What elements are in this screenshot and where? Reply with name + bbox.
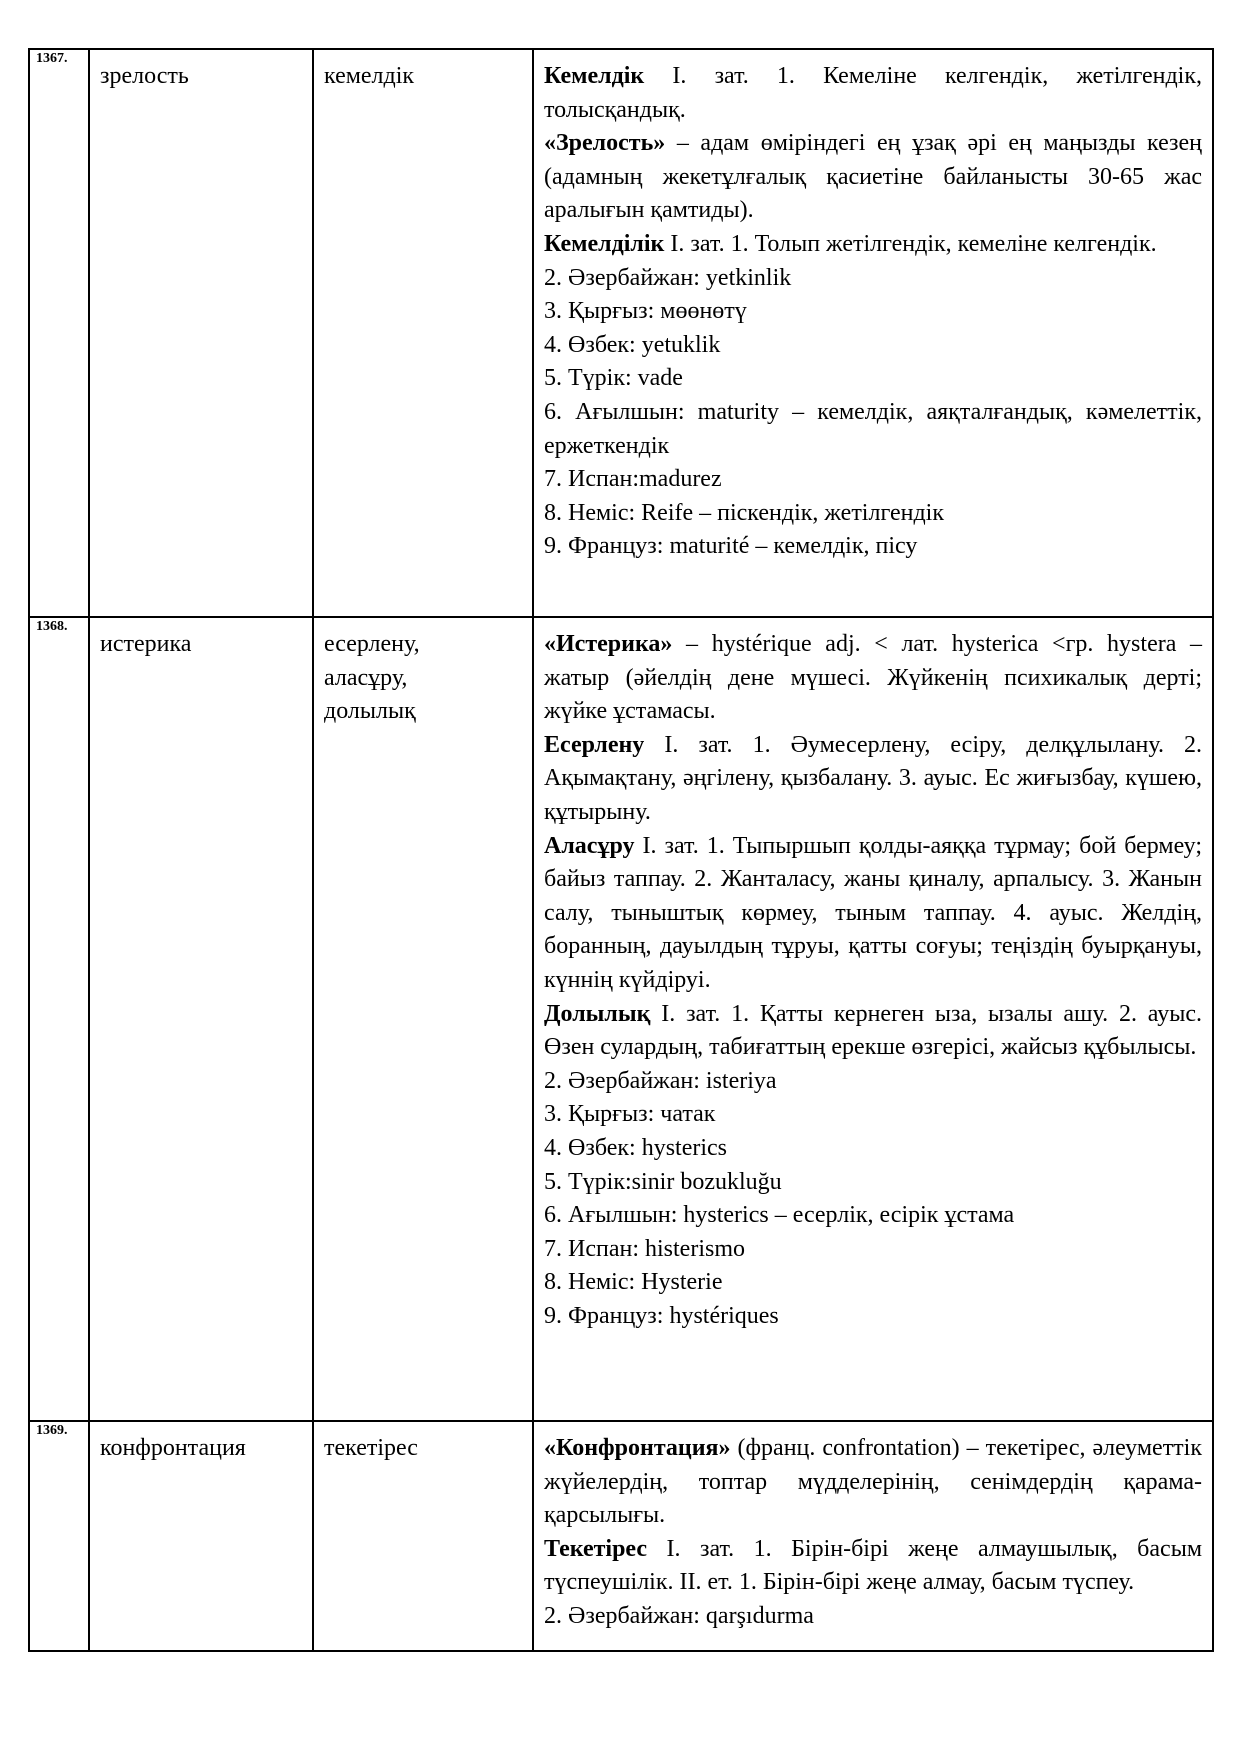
- definition-text: I. зат. 1. Қатты кернеген ыза, ызалы ашу. 2. ауыс. Өзен сулардың, табиғаттың ерекше өзгерісі, жайсыз құбылысы.: [544, 1000, 1202, 1061]
- russian-term-cell: [89, 49, 313, 617]
- definition-text: 7. Испан: histerismo: [544, 1235, 745, 1262]
- definition-text: 5. Түрік:sinir bozukluğu: [544, 1168, 782, 1195]
- definition-text: (франц. confrontation) – текетірес, әлеуметтік жүйелердің, топтар мүдделерінің, сенімдердің қарама-қарсылығы.: [544, 1435, 1202, 1529]
- description-paragraph: [544, 729, 1202, 830]
- headword: Аласұру: [544, 832, 635, 859]
- definition-text: 3. Қырғыз: чатак: [544, 1101, 716, 1128]
- description-paragraph: [544, 127, 1202, 228]
- description-paragraph: [544, 1533, 1202, 1600]
- kazakh-translation-cell: [313, 1421, 533, 1651]
- description-paragraph: [544, 628, 1202, 729]
- glossary-table: [28, 48, 1214, 1652]
- russian-term-cell: [89, 617, 313, 1421]
- headword: Кемелділік: [544, 230, 665, 257]
- entry-number-cell: [29, 617, 89, 1421]
- description-paragraph: [544, 1266, 1202, 1300]
- entry-number: 1368.: [36, 619, 68, 634]
- translation-line: текетірес: [324, 1435, 418, 1461]
- description-cell: [533, 617, 1213, 1421]
- definition-text: 8. Неміс: Hysterie: [544, 1269, 723, 1296]
- description-paragraph: [544, 295, 1202, 329]
- translation-line: кемелдік: [324, 63, 415, 89]
- document-page: [28, 48, 1212, 1652]
- headword: «Истерика»: [544, 631, 673, 657]
- description-paragraph: [544, 463, 1202, 497]
- headword: Кемелдік: [544, 63, 645, 89]
- description-paragraph: [544, 396, 1202, 463]
- definition-text: 9. Француз: maturité – кемелдік, пісу: [544, 533, 918, 560]
- translation-line: есерлену,: [324, 631, 420, 657]
- definition-text: I. зат. 1. Әумесерлену, есіру, делқұлылану. 2. Ақымақтану, әңгілену, қызбалану. 3. ауыс. Ес жиғызбау, күшею, құтырыну.: [544, 731, 1202, 825]
- description-paragraph: [544, 998, 1202, 1065]
- definition-text: 4. Өзбек: hysterics: [544, 1134, 727, 1161]
- definition-text: 9. Француз: hystériques: [544, 1302, 779, 1329]
- entry-number: 1369.: [36, 1423, 68, 1438]
- kazakh-translation-cell: [313, 617, 533, 1421]
- entry-number: 1367.: [36, 51, 68, 66]
- definition-text: I. зат. 1. Кемеліне келгендік, жетілгендік, толысқандық.: [544, 63, 1202, 123]
- description-paragraph: [544, 1432, 1202, 1533]
- definition-text: 2. Әзербайжан: isteriya: [544, 1067, 777, 1094]
- description-cell: [533, 49, 1213, 617]
- description-paragraph: [544, 1600, 1202, 1634]
- definition-text: I. зат. 1. Тыпыршып қолды-аяққа тұрмау; бой бермеу; байыз таппау. 2. Жанталасу, жаны қиналу, арпалысу. 3. Жанын салу, тыныштық көрмеу, тыным таппау. 4. ауыс. Желдің, боранның, дауылдың тұруы, қатты соғуы; теңіздің буырқануы, күннің күйдіруі.: [544, 832, 1202, 993]
- description: [534, 618, 1212, 1333]
- russian-term: конфронтация: [100, 1435, 246, 1461]
- kazakh-translation: [314, 50, 532, 94]
- description-paragraph: [544, 362, 1202, 396]
- definition-text: – hystérique adj. < лат. hysterica <гр. hystera – жатыр (әйелдің дене мүшесі. Жүйкенің психикалық дерті; жүйке ұстамасы.: [544, 631, 1202, 725]
- headword: «Зрелость»: [544, 130, 666, 157]
- kazakh-translation: [314, 618, 532, 729]
- definition-text: 6. Ағылшын: hysterics – есерлік, есірік ұстама: [544, 1202, 1015, 1229]
- glossary-table-body: [29, 49, 1213, 1651]
- definition-text: 2. Әзербайжан: qarşıdurma: [544, 1602, 814, 1629]
- description-paragraph: [544, 1233, 1202, 1267]
- description-paragraph: [544, 830, 1202, 998]
- definition-text: 8. Неміс: Reife – піскендік, жетілгендік: [544, 499, 945, 526]
- kazakh-translation: [314, 1422, 532, 1466]
- headword: Есерлену: [544, 731, 645, 758]
- definition-text: 7. Испан:madurez: [544, 466, 722, 493]
- description-paragraph: [544, 1166, 1202, 1200]
- description-paragraph: [544, 1300, 1202, 1334]
- description-paragraph: [544, 530, 1202, 564]
- description-paragraph: [544, 497, 1202, 531]
- entry-number-cell: [29, 1421, 89, 1651]
- description-paragraph: [544, 1132, 1202, 1166]
- description-paragraph: [544, 262, 1202, 296]
- russian-term: зрелость: [100, 63, 189, 89]
- definition-text: 3. Қырғыз: мөөнөтү: [544, 298, 747, 325]
- table-row: [29, 1421, 1213, 1651]
- definition-text: 4. Өзбек: yetuklik: [544, 331, 721, 358]
- description: [534, 1422, 1212, 1634]
- description-paragraph: [544, 1098, 1202, 1132]
- description-paragraph: [544, 60, 1202, 127]
- definition-text: 2. Әзербайжан: yetkinlik: [544, 264, 792, 291]
- definition-text: – адам өміріндегі ең ұзақ әрі ең маңызды кезең (адамның жекетұлғалық қасиетіне байланысты 30-65 жас аралығын қамтиды).: [544, 130, 1202, 224]
- headword: Долылық: [544, 1000, 651, 1027]
- russian-term: истерика: [100, 631, 192, 657]
- definition-text: 6. Ағылшын: maturity – кемелдік, аяқталғандық, кәмелеттік, ержеткендік: [544, 398, 1202, 459]
- definition-text: 5. Түрік: vade: [544, 365, 683, 392]
- table-row: [29, 49, 1213, 617]
- entry-number-cell: [29, 49, 89, 617]
- translation-line: аласұру,: [324, 664, 408, 691]
- kazakh-translation-cell: [313, 49, 533, 617]
- headword: Текетірес: [544, 1535, 648, 1562]
- headword: «Конфронтация»: [544, 1435, 731, 1461]
- table-row: [29, 617, 1213, 1421]
- description-paragraph: [544, 1065, 1202, 1099]
- description: [534, 50, 1212, 564]
- description-paragraph: [544, 228, 1202, 262]
- description-paragraph: [544, 1199, 1202, 1233]
- description-paragraph: [544, 329, 1202, 363]
- definition-text: I. зат. 1. Толып жетілгендік, кемеліне келгендік.: [664, 230, 1157, 257]
- russian-term-cell: [89, 1421, 313, 1651]
- definition-text: I. зат. 1. Бірін-бірі жеңе алмаушылық, басым түспеушілік. II. ет. 1. Бірін-бірі жеңе алмау, басым түспеу.: [544, 1535, 1202, 1596]
- description-cell: [533, 1421, 1213, 1651]
- translation-line: долылық: [324, 698, 416, 725]
